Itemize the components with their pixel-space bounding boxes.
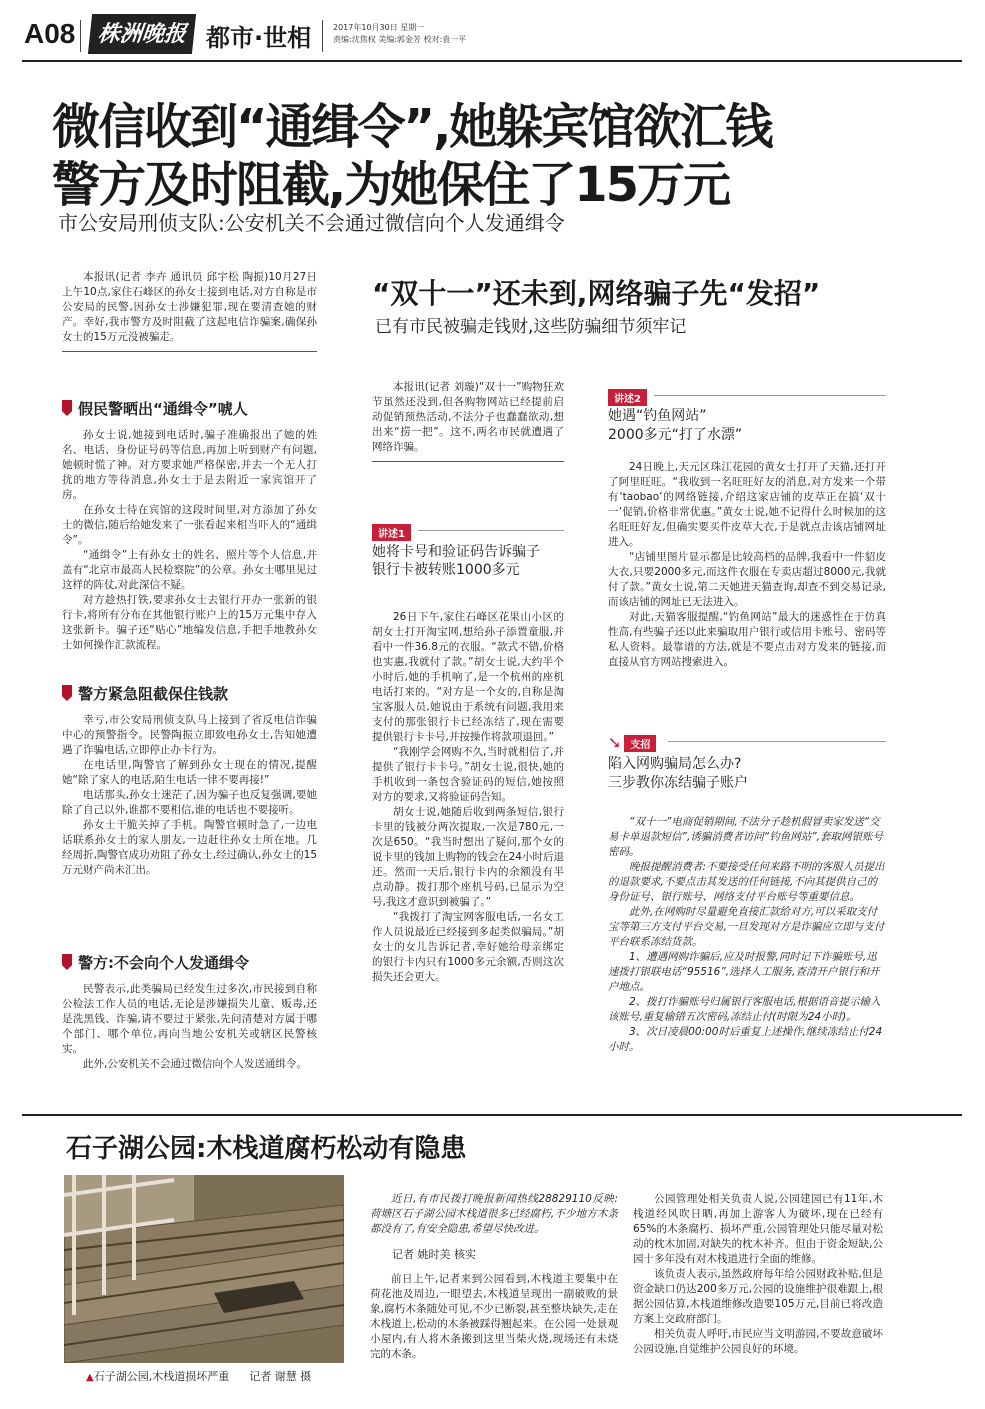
tips-tag: 支招	[624, 735, 656, 752]
case1-body	[372, 610, 564, 985]
second-lead	[372, 380, 564, 462]
section-2-body	[62, 713, 317, 878]
paragraph: 在电话里,陶警官了解到孙女士现在的情况,提醒她“除了家人的电话,陌生电话一律不要再接!”	[62, 759, 317, 786]
section-2-title: 警方紧急阻截保住钱款	[78, 685, 229, 703]
paragraph: 胡女士说,她随后收到两条短信,银行卡里的钱被分两次提取,一次是780元,一次是650。“我当时想出了疑问,那个女的说卡里的钱加上购物的钱会在24小时后退还。然而一天后,银行卡内的余额没有半点动静。拨打那个座机号码,已显示为空号,我这才意识到被骗了。”	[372, 806, 564, 908]
paper-logo: 株洲晚报	[88, 14, 196, 54]
issue-date: 2017年10月30日 星期一	[333, 23, 425, 32]
tips-title-line2: 三步教你冻结骗子账户	[608, 775, 748, 791]
paragraph: 此外,公安机关不会通过微信向个人发送通缉令。	[83, 1058, 307, 1070]
section-3-heading	[62, 952, 249, 973]
paragraph: “双十一”电商促销期间,不法分子趁机假冒卖家发送“交易卡单退款短信”,诱骗消费者访问“钓鱼网站”,套取网银账号密码。	[608, 816, 883, 858]
case1-tag: 讲述1	[372, 524, 411, 541]
section-marker-icon	[62, 685, 72, 701]
paragraph: 24日晚上,天元区珠江花园的黄女士打开了天猫,还打开了阿里旺旺。“我收到一名旺旺好友的消息,对方发来一个带有‘taobao’的网络链接,介绍这家店铺的皮草正在搞‘双十一’促销,价格非常优惠。”黄女士说,她不记得什么时候加的这名旺旺好友,但确实要买件皮草大衣,于是就点击该店铺网址进入。	[608, 461, 886, 548]
page-number: A08	[24, 18, 76, 49]
lead-headline-line2: 警方及时阻截,为她保住了15万元	[52, 157, 730, 213]
masthead-separator	[80, 20, 81, 52]
park-col3	[633, 1192, 883, 1357]
lead-subheadline: 市公安局刑侦支队:公安机关不会通过微信向个人发通缉令	[58, 211, 565, 235]
case1-title-line2: 银行卡被转账1000多元	[372, 562, 520, 578]
photo-caption-row	[86, 1368, 311, 1384]
boardwalk-photo-graphic	[64, 1175, 344, 1363]
editors-line: 责编:沈焦权 美编:郭金芳 校对:袁一平	[333, 35, 467, 44]
section-1-body	[62, 428, 317, 653]
triangle-icon: ▲	[86, 1372, 94, 1383]
paragraph: “我拨打了淘宝网客服电话,一名女工作人员说最近已经接到多起类似骗局。”胡女士的女儿告诉记者,幸好她给母亲绑定的银行卡内只有1000多元余额,否则这次损失还会更大。	[372, 911, 564, 983]
paragraph: “通缉令”上有孙女士的姓名、照片等个人信息,并盖有“北京市最高人民检察院”的公章。孙女士哪里见过这样的阵仗,对此深信不疑。	[62, 549, 317, 591]
case2-tag-row	[608, 387, 647, 406]
paragraph: 晚报提醒消费者:不要接受任何来路不明的客服人员提出的退款要求,不要点击其发送的任何链接,不向其提供自己的身份证号、银行账号、网络支付平台账号等重要信息。	[608, 861, 885, 903]
second-headline: “双十一”还未到,网络骗子先“发招”	[372, 277, 821, 310]
paragraph: 公园管理处相关负责人说,公园建园已有11年,木栈道经风吹日晒,再加上游客人为破坏,现在已经有65%的木条腐朽、损坏严重,公园管理处只能尽量对松动的枕木加固,对缺失的枕木补齐。但由于资金短缺,公园十多年没有对木栈道进行全面的维修。	[633, 1193, 883, 1265]
section-1-heading	[62, 398, 248, 419]
masthead-separator-2	[322, 20, 323, 52]
paragraph: 民警表示,此类骗局已经发生过多次,市民接到自称公检法工作人员的电话,无论是涉嫌损失儿童、贩毒,还是洗黑钱、诈骗,请不要过于紧张,先问清楚对方属于哪个部门、哪个单位,再向当地公安机关或辖区民警核实。	[62, 983, 317, 1055]
paragraph: 3、次日凌晨00:00时后重复上述操作,继续冻结止付24小时。	[608, 1026, 883, 1053]
section-3-title: 警方:不会向个人发通缉令	[78, 954, 249, 972]
park-col2: 前日上午,记者来到公园看到,木栈道主要集中在荷花池及周边,一眼望去,木栈道呈现出一副破败的景象,腐朽木条随处可见,不少已断裂,甚至整块缺失,走在木栈道上,松动的木条被踩得翘起来。在公园一处景观小屋内,有人将木条搬到这里当柴火烧,现场还有未烧完的木条。	[370, 1273, 618, 1360]
case1-title-line1: 她将卡号和验证码告诉骗子	[372, 544, 540, 560]
section-2-heading	[62, 683, 228, 704]
tips-body	[608, 815, 886, 1055]
case1-tag-rule	[418, 530, 564, 531]
paragraph: “店铺里图片显示都是比较高档的品牌,我看中一件貂皮大衣,只要2000多元,而这件衣服在专卖店超过8000元,我就付了款。”黄女士说,第二天她进天猫查询,却查不到交易记录,而该店铺的网址已无法进入。	[608, 551, 886, 608]
park-intro: 近日,有市民拨打晚报新闻热线28829110反映:荷塘区石子湖公园木栈道很多已经腐朽,不少地方木条都没有了,有安全隐患,希望尽快改进。	[370, 1193, 618, 1235]
section-3-body	[62, 982, 317, 1072]
section-marker-icon	[62, 954, 72, 970]
section-marker-icon	[62, 400, 72, 416]
second-subheadline: 已有市民被骗走钱财,这些防骗细节须牢记	[375, 317, 687, 337]
paragraph: 该负责人表示,虽然政府每年给公园财政补贴,但是资金缺口仍达200多万元,公园的设施维护很难跟上,根据公园估算,木栈道维修改造要105万元,目前已将改造方案上交政府部门。	[633, 1268, 883, 1325]
paragraph: 1、遭遇网购诈骗后,应及时报警,同时记下诈骗账号,迅速拨打银联电话“95516”,选择人工服务,查清开户银行和开户地点。	[608, 951, 880, 993]
lead-paragraph	[62, 270, 317, 352]
park-headline: 石子湖公园:木栈道腐朽松动有隐患	[66, 1134, 467, 1164]
paragraph: 对此,天猫客服提醒,“钓鱼网站”最大的迷惑性在于仿真性高,有些骗子还以此来骗取用户银行或信用卡账号、密码等私人资料。最靠谱的方法,就是不要点击对方发来的链接,而直接从官方网站搜索进入。	[608, 611, 886, 668]
paragraph: 对方趁热打铁,要求孙女士去银行开办一张新的银行卡,将所有分布在其他银行账户上的15万元集中存入这张新卡。骗子还“贴心”地编发信息,手把手地教孙女士如何操作汇款流程。	[62, 594, 317, 651]
paragraph: 孙女士说,她接到电话时,骗子准确报出了她的姓名、电话、身份证号码等信息,再加上听到财产有问题,她顿时慌了神。对方要求她严格保密,并去一个无人打扰的地方等待消息,孙女士于是去附近一家宾馆开了房。	[62, 429, 317, 501]
photo-caption: 石子湖公园,木栈道损坏严重	[93, 1370, 230, 1383]
tips-tag-row	[608, 733, 656, 752]
paragraph: 此外,在网购时尽量避免直接汇款给对方,可以采取支付宝等第三方支付平台交易,一旦发现对方是诈骗应立即与支付平台联系冻结货款。	[608, 906, 885, 948]
paragraph: 电话那头,孙女士迷茫了,因为骗子也反复强调,要她除了自己以外,谁都不要相信,谁的电话也不要接听。	[62, 789, 317, 816]
top-rule	[22, 60, 962, 62]
paragraph: 26日下午,家住石峰区花果山小区的胡女士打开淘宝网,想给孙子添置童服,并看中一件36.8元的衣服。“款式不错,价格也实惠,我就付了款。”胡女士说,大约半个小时后,她的手机响了,是一个杭州的座机电话打来的。“对方是一个女的,自称是淘宝客服人员,她说由于系统有问题,我用来支付的那张银行卡已经冻结了,现在需要提供银行卡卡号,并按操作将款项退回。”	[372, 611, 564, 743]
case2-tag-rule	[654, 395, 886, 396]
tips-tag-rule	[668, 741, 886, 742]
case2-tag: 讲述2	[608, 389, 647, 406]
paragraph: “我刚学会网购不久,当时就相信了,并提供了银行卡卡号。”胡女士说,很快,她的手机收到一条包含验证码的短信,她按照对方的要求,又将验证码告知。	[372, 746, 564, 803]
lead-headline-line1: 微信收到“通缉令”,她躲宾馆欲汇钱	[52, 99, 772, 155]
section-name: 都市·世相	[206, 24, 312, 52]
lead-text: 本报讯(记者 李卉 通讯员 邱宇松 陶振)10月27日上午10点,家住石峰区的孙女士接到电话,对方自称是市公安局的民警,因孙女士涉嫌犯罪,现在要清查她的财产。幸好,我市警方及时阻截了这起电信诈骗案,确保孙女士的15万元没被骗走。	[62, 271, 317, 343]
case2-title-line2: 2000多元“打了水漂”	[608, 427, 743, 443]
park-byline: 记者 姚时美 核实	[392, 1248, 476, 1261]
paragraph: 相关负责人呼吁,市民应当文明游园,不要故意破坏公园设施,自觉维护公园良好的环境。	[633, 1328, 883, 1355]
photo-credit: 记者 谢慧 摄	[249, 1370, 312, 1383]
paragraph: 2、拨打诈骗账号归属银行客服电话,根据语音提示输入该账号,重复输错五次密码,冻结止付(时限为24小时)。	[608, 996, 881, 1023]
boardwalk-photo	[64, 1175, 344, 1363]
case1-tag-row	[372, 522, 411, 541]
second-lead-text: 本报讯(记者 刘璇)“双十一”购物狂欢节虽然还没到,但各购物网站已经提前启动促销预热活动,不法分子也蠢蠢欲动,想出来“捞一把”。这不,两名市民就遭遇了网络诈骗。	[372, 381, 564, 453]
park-col1	[370, 1192, 618, 1362]
paragraph: 幸亏,市公安局刑侦支队马上接到了省反电信诈骗中心的预警指令。民警陶振立即致电孙女士,告知她遭遇了诈骗电话,立即停止办卡行为。	[62, 714, 317, 756]
paragraph: 孙女士干脆关掉了手机。陶警官顿时急了,一边电话联系孙女士的家人朋友,一边赶往孙女士所在地。几经周折,陶警官成功劝阻了孙女士,经过确认,孙女士的15万元财产尚未汇出。	[62, 819, 317, 876]
tips-title-line1: 陷入网购骗局怎么办?	[608, 756, 742, 772]
section-divider	[22, 1114, 962, 1116]
paragraph: 在孙女士待在宾馆的这段时间里,对方添加了孙女士的微信,随后给她发来了一张看起来相当吓人的“通缉令”。	[62, 504, 317, 546]
case2-title-line1: 她遇“钓鱼网站”	[608, 408, 707, 424]
case2-body	[608, 460, 886, 670]
section-1-title: 假民警晒出“通缉令”唬人	[78, 400, 248, 418]
arrow-icon: ➘	[608, 733, 622, 752]
